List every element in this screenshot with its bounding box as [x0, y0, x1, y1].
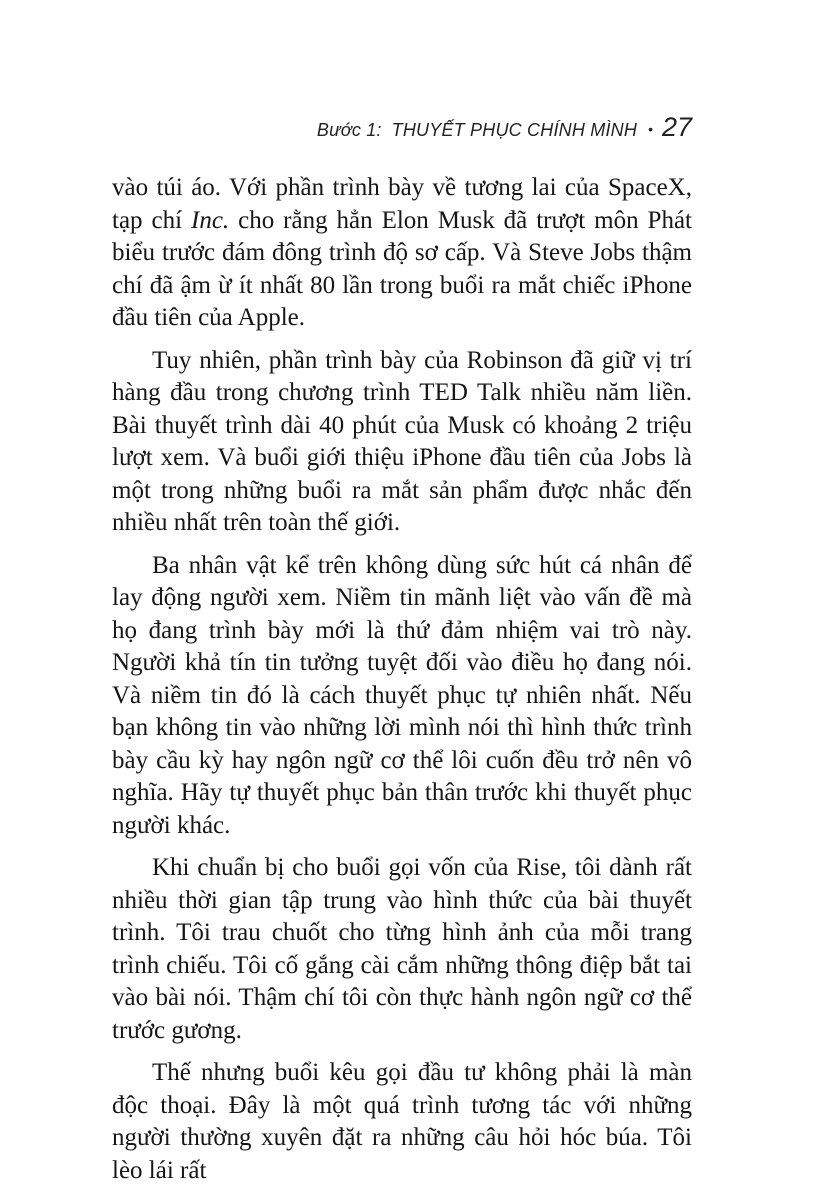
paragraph [112, 1057, 692, 1187]
page-body [112, 172, 692, 1197]
text-run: Ba nhân vật kể trên không dùng sức hút cá nhân để lay động người xem. Niềm tin mãnh liệt vào vấn đề mà họ đang trình bày mới là thứ đảm nhiệm vai trò này. Người khả tín tin tưởng tuyệt đối vào điều họ đang nói. Và niềm tin đó là cách thuyết phục tự nhiên nhất. Nếu bạn không tin vào những lời mình nói thì hình thức trình bày cầu kỳ hay ngôn ngữ cơ thể lôi cuốn đều trở nên vô nghĩa. Hãy tự thuyết phục bản thân trước khi thuyết phục người khác. [112, 551, 692, 839]
text-run: vào túi áo. Với phần trình bày về tương lai của SpaceX, tạp chí [112, 174, 692, 234]
paragraph [112, 852, 692, 1047]
text-run: Tuy nhiên, phần trình bày của Robinson đã giữ vị trí hàng đầu trong chương trình TED Talk nhiều năm liền. Bài thuyết trình dài 40 phút của Musk có khoảng 2 triệu lượt xem. Và buổi giới thiệu iPhone đầu tiên của Jobs là một trong những buổi ra mắt sản phẩm được nhắc đến nhiều nhất trên toàn thế giới. [112, 346, 692, 536]
text-run: Khi chuẩn bị cho buổi gọi vốn của Rise, tôi dành rất nhiều thời gian tập trung vào hình thức của bài thuyết trình. Tôi trau chuốt cho từng hình ảnh của mỗi trang trình chiếu. Tôi cố gắng cài cắm những thông điệp bắt tai vào bài nói. Thậm chí tôi còn thực hành ngôn ngữ cơ thể trước gương. [112, 854, 692, 1044]
chapter-title: THUYẾT PHỤC CHÍNH MÌNH [391, 120, 638, 140]
text-run: cho rằng hẳn Elon Musk đã trượt môn Phát biểu trước đám đông trình độ sơ cấp. Và Steve Jobs thậm chí đã ậm ừ ít nhất 80 lần trong buổi ra mắt chiếc iPhone đầu tiên của Apple. [112, 206, 693, 331]
text-run: Thế nhưng buổi kêu gọi đầu tư không phải là màn độc thoại. Đây là một quá trình tương tác với những người thường xuyên đặt ra những câu hỏi hóc búa. Tôi lèo lái rất [112, 1059, 692, 1184]
page-number: 27 [661, 112, 692, 142]
paragraph [112, 345, 692, 540]
paragraph [112, 172, 692, 335]
bullet-separator: • [648, 121, 653, 137]
chapter-label: Bước 1: [316, 120, 382, 140]
italic-text-run: Inc. [191, 206, 230, 234]
running-header [112, 112, 692, 145]
paragraph [112, 550, 692, 843]
